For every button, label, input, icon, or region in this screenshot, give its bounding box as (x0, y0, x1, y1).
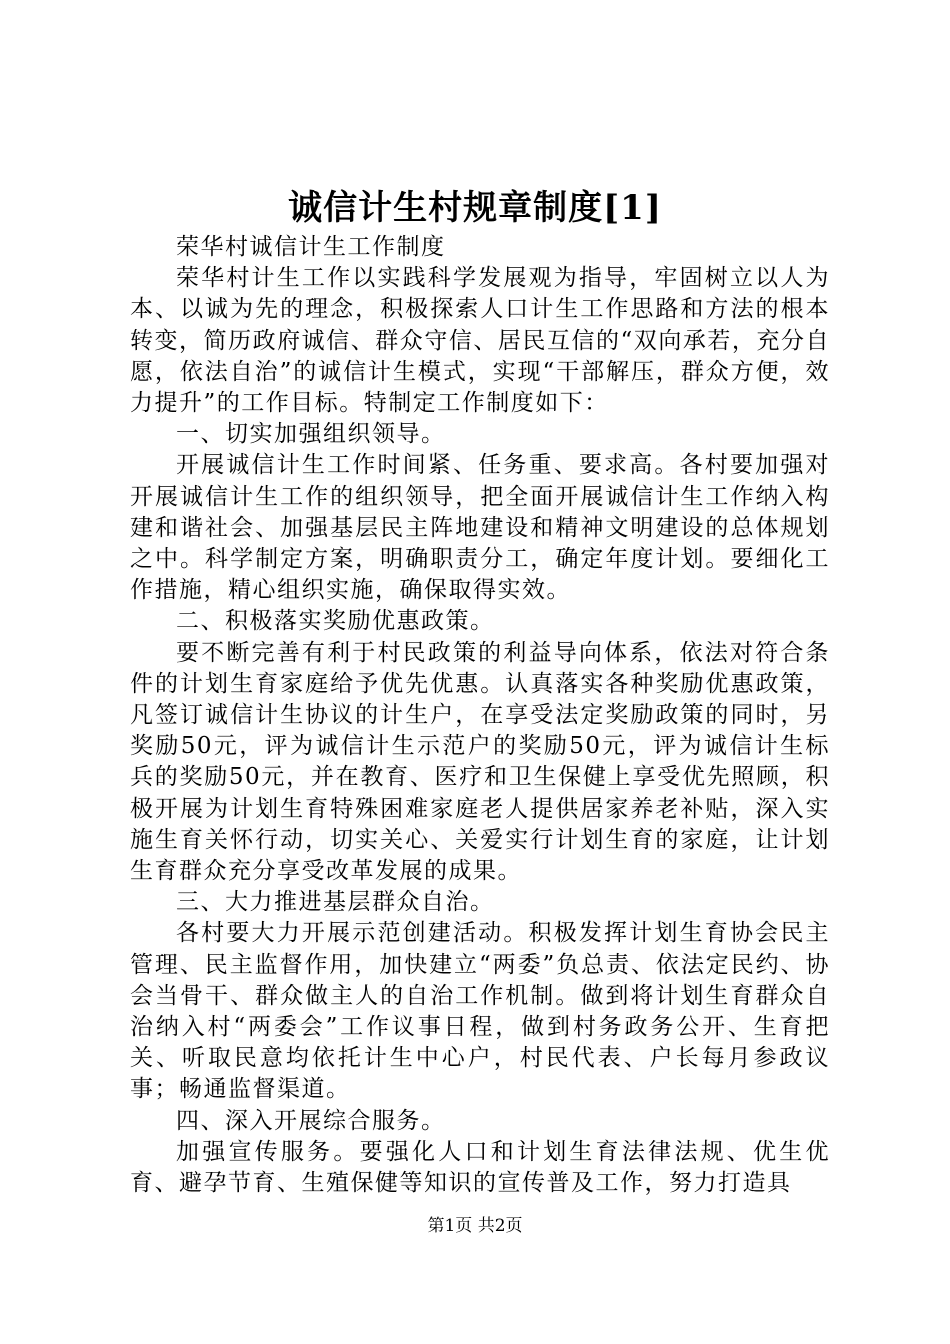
document-body (130, 232, 830, 1199)
paragraph-section-4: 加强宣传服务。要强化人口和计划生育法律法规、优生优育、避孕节育、生殖保健等知识的宣传普及工作，努力打造具 (130, 1138, 830, 1197)
section-heading-1: 一、切实加强组织领导。 (176, 421, 446, 448)
paragraph-intro: 荣华村计生工作以实践科学发展观为指导，牢固树立以人为本、以诚为先的理念，积极探索人口计生工作思路和方法的根本转变，简历政府诚信、群众守信、居民互信的“双向承若，充分自愿，依法自治”的诚信计生模式，实现“干部解压，群众方便，效力提升”的工作目标。特制定工作制度如下： (130, 265, 830, 417)
document-title: 诚信计生村规章制度[1] (288, 188, 662, 228)
paragraph-section-2: 要不断完善有利于村民政策的利益导向体系，依法对符合条件的计划生育家庭给予优先优惠。认真落实各种奖励优惠政策，凡签订诚信计生协议的计生户，在享受法定奖励政策的同时，另奖励50元，评为诚信计生示范户的奖励50元，评为诚信计生标兵的奖励50元，并在教育、医疗和卫生保健上享受优先照顾，积极开展为计划生育特殊困难家庭老人提供居家养老补贴，深入实施生育关怀行动，切实关心、关爱实行计划生育的家庭，让计划生育群众充分享受改革发展的成果。 (130, 639, 830, 885)
paragraph-section-1: 开展诚信计生工作时间紧、任务重、要求高。各村要加强对开展诚信计生工作的组织领导，把全面开展诚信计生工作纳入构建和谐社会、加强基层民主阵地建设和精神文明建设的总体规划之中。科学制定方案，明确职责分工，确定年度计划。要细化工作措施，精心组织实施，确保取得实效。 (130, 452, 830, 604)
section-heading-4: 四、深入开展综合服务。 (176, 1107, 446, 1134)
section-heading-3: 三、大力推进基层群众自治。 (176, 889, 495, 916)
paragraph-subtitle: 荣华村诚信计生工作制度 (176, 234, 446, 260)
paragraph-section-3: 各村要大力开展示范创建活动。积极发挥计划生育协会民主管理、民主监督作用，加快建立“两委”负总责、依法定民约、协会当骨干、群众做主人的自治工作机制。做到将计划生育群众自治纳入村“两委会”工作议事日程，做到村务政务公开、生育把关、听取民意均依托计生中心户，村民代表、户长每月参政议事；畅通监督渠道。 (130, 920, 830, 1103)
section-heading-2: 二、积极落实奖励优惠政策。 (176, 608, 495, 635)
page-number-footer: 第1页 共2页 (427, 1216, 523, 1236)
